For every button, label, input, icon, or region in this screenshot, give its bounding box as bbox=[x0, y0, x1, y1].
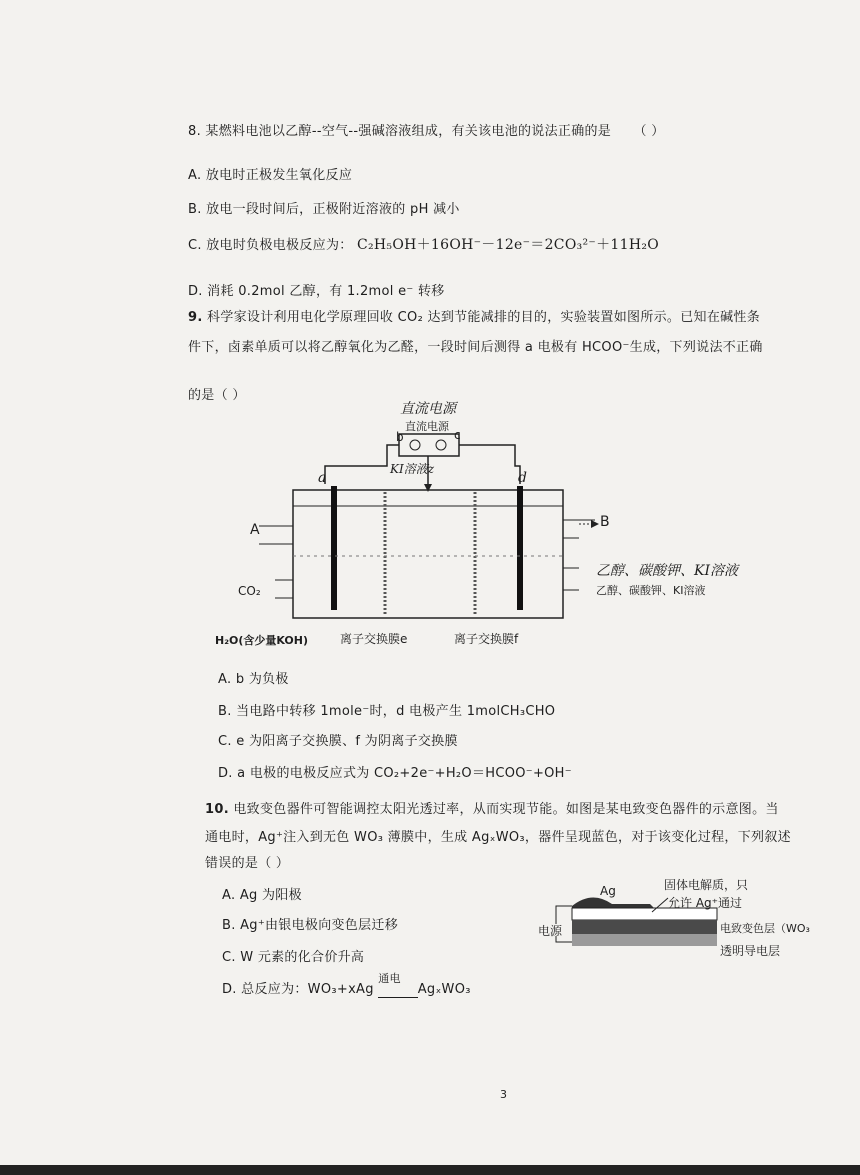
electrolyte-label-1: 固体电解质，只 bbox=[664, 878, 749, 892]
q10-option-d-suffix: AgₓWO₃ bbox=[417, 982, 471, 997]
ki-arrow-head bbox=[424, 484, 432, 492]
q8-bracket: （ ） bbox=[633, 124, 665, 139]
q8-option-c-equation: C₂H₅OH＋16OH⁻－12e⁻＝2CO₃²⁻＋11H₂O bbox=[356, 237, 660, 253]
wo3-layer bbox=[572, 920, 717, 934]
q9-line1-text: 科学家设计利用电化学原理回收 CO₂ 达到节能减排的目的，实验装置如图所示。已知在碱性条 bbox=[207, 310, 761, 325]
electrode-d bbox=[517, 486, 523, 610]
terminal-b-label: b bbox=[396, 430, 404, 444]
outlet-a-label: A bbox=[250, 522, 260, 538]
q10-option-a: A. Ag 为阳极 bbox=[222, 888, 302, 903]
q8-option-d: D. 消耗 0.2mol 乙醇，有 1.2mol e⁻ 转移 bbox=[188, 284, 445, 299]
electrode-a bbox=[331, 486, 337, 610]
co2-inlet-label: CO₂ bbox=[238, 584, 261, 598]
right-solution-printed: 乙醇、碳酸钾、KI溶液 bbox=[596, 584, 706, 597]
q9-apparatus-diagram bbox=[215, 394, 775, 654]
q10-option-b: B. Ag⁺由银电极向变色层迁移 bbox=[222, 918, 398, 933]
ag-label: Ag bbox=[600, 884, 616, 898]
wire-to-a bbox=[325, 445, 399, 484]
terminal-b bbox=[410, 440, 420, 450]
ki-solution-label: KI溶液z bbox=[390, 462, 435, 476]
q9-handwritten-title: 直流电源 bbox=[400, 401, 456, 417]
terminal-c-label: c bbox=[454, 428, 461, 442]
q10-number: 10. bbox=[205, 802, 229, 817]
q8-option-b: B. 放电一段时间后，正极附近溶液的 pH 减小 bbox=[188, 202, 460, 217]
q9-stem-line3: 的是（ ） bbox=[188, 388, 246, 403]
q10-option-d bbox=[222, 972, 471, 997]
conductive-layer bbox=[572, 934, 717, 946]
electrolyte-label-2: 允许 Ag⁺通过 bbox=[668, 896, 742, 910]
q10-option-c: C. W 元素的化合价升高 bbox=[222, 950, 365, 965]
q10-arrow-condition: 通电 bbox=[378, 972, 401, 985]
q10-stem-line2: 通电时，Ag⁺注入到无色 WO₃ 薄膜中，生成 AgₓWO₃，器件呈现蓝色，对于该变化过程，下列叙述 bbox=[205, 830, 791, 845]
page-number: 3 bbox=[500, 1088, 507, 1101]
membrane-e-label: 离子交换膜e bbox=[340, 632, 408, 646]
terminal-c bbox=[436, 440, 446, 450]
q10-stem-line3: 错误的是（ ） bbox=[205, 856, 290, 871]
q9-printed-title: 直流电源 bbox=[405, 420, 449, 433]
power-label: 电源 bbox=[538, 924, 563, 938]
q9-option-a: A. b 为负极 bbox=[218, 672, 289, 687]
q10-reaction-arrow bbox=[378, 972, 417, 998]
q8-option-a: A. 放电时正极发生氧化反应 bbox=[188, 168, 353, 183]
q9-option-c: C. e 为阳离子交换膜、f 为阴离子交换膜 bbox=[218, 734, 458, 749]
scan-bottom-edge bbox=[0, 1165, 860, 1175]
q8-stem bbox=[188, 120, 665, 139]
q10-option-d-prefix: D. 总反应为：WO₃+xAg bbox=[222, 982, 374, 997]
power-supply-box bbox=[399, 434, 459, 456]
q9-number: 9. bbox=[188, 310, 203, 325]
arrow-to-b-head bbox=[591, 520, 599, 528]
left-solution-label: H₂O(含少量KOH) bbox=[215, 634, 309, 647]
wo3-layer-label: 电致变色层（WO₃ bbox=[720, 922, 810, 935]
q8-option-c bbox=[188, 234, 659, 254]
outlet-b-label: B bbox=[600, 514, 610, 530]
ag-electrode-shape bbox=[572, 897, 654, 908]
electrode-a-label: a bbox=[318, 470, 327, 486]
membrane-f-label: 离子交换膜f bbox=[454, 632, 519, 646]
q10-line1-text: 电致变色器件可智能调控太阳光透过率，从而实现节能。如图是某电致变色器件的示意图。当 bbox=[233, 802, 779, 817]
conductive-layer-label: 透明导电层 bbox=[720, 944, 781, 958]
q10-stem-line1 bbox=[205, 798, 779, 817]
q9-stem-line1 bbox=[188, 306, 760, 325]
right-solution-handwritten: 乙醇、碳酸钾、KI溶液 bbox=[596, 563, 738, 579]
q9-option-d: D. a 电极的电极反应式为 CO₂+2e⁻+H₂O＝HCOO⁻+OH⁻ bbox=[218, 766, 572, 781]
q8-stem-text: 8. 某燃料电池以乙醇--空气--强碱溶液组成，有关该电池的说法正确的是 bbox=[188, 124, 612, 139]
q8-option-c-text: C. 放电时负极电极反应为： bbox=[188, 238, 353, 253]
wire-to-d bbox=[459, 445, 520, 484]
q9-stem-line2: 件下，卤素单质可以将乙醇氧化为乙醛，一段时间后测得 a 电极有 HCOO⁻生成，下列说法不正确 bbox=[188, 340, 763, 355]
q9-option-b: B. 当电路中转移 1mole⁻时，d 电极产生 1molCH₃CHO bbox=[218, 704, 556, 719]
electrode-d-label: d bbox=[518, 470, 527, 486]
